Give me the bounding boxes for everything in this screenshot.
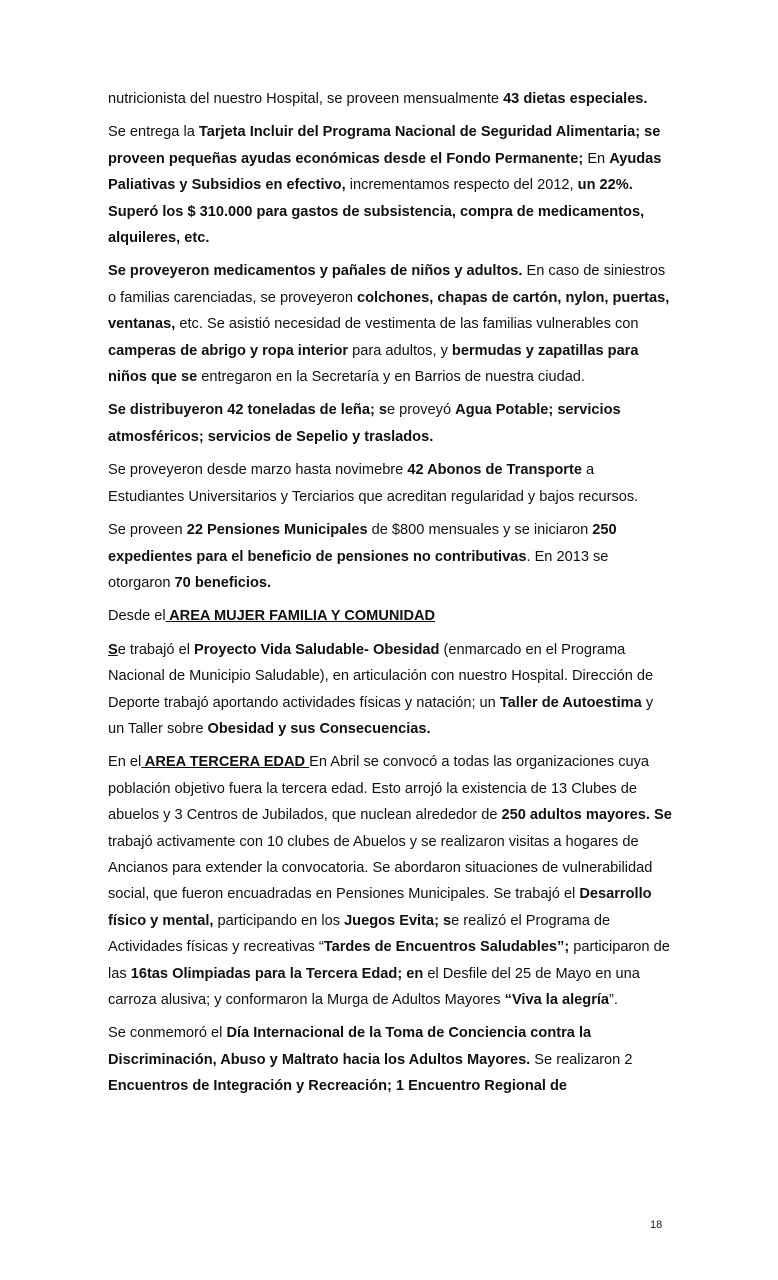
- text-run: el Desfile del 25 de Mayo en una carroza alusiva; y conformaron la Murga de Adultos Mayores: [108, 965, 640, 1008]
- document-body: [108, 86, 673, 1107]
- text-run: e realizó el Programa de Actividades físicas y recreativas “: [108, 912, 611, 956]
- text-run-bold: Encuentros de Integración y Recreación; 1 Encuentro Regional de: [108, 1078, 567, 1095]
- text-run-bold: camperas de abrigo y ropa interior: [108, 342, 349, 359]
- text-run: ”.: [609, 992, 618, 1008]
- text-run: Se realizaron 2: [530, 1051, 633, 1068]
- paragraph-medicamentos: [108, 258, 673, 390]
- text-run: En el: [108, 754, 142, 771]
- text-run-bold: 250 adultos mayores. Se: [501, 807, 672, 824]
- text-run: Se proveen: [108, 522, 187, 539]
- paragraph-dia-internacional: [108, 1020, 673, 1099]
- text-run-bold: S: [108, 641, 118, 658]
- text-run: . En 2013 se otorgaron: [108, 548, 609, 591]
- text-run-bold: Obesidad y sus Consecuencias.: [207, 720, 431, 737]
- paragraph-pensiones: [108, 517, 673, 596]
- text-run: entregaron en la Secretaría y en Barrios de nuestra ciudad.: [197, 369, 585, 386]
- text-run: Se entrega la: [108, 124, 199, 141]
- text-run: Se conmemoró el: [108, 1025, 227, 1042]
- page-number: 18: [650, 1219, 663, 1231]
- text-run-bold: 70 beneficios.: [174, 574, 272, 591]
- text-run-bold: Se proveyeron medicamentos y pañales de niños y adultos.: [108, 263, 523, 280]
- text-run-bold: Tarjeta Incluir del Programa Nacional de Seguridad Alimentaria; se proveen pequeñas ayudas económicas desde el Fondo Permanente;: [108, 124, 661, 167]
- text-run-bold: 42 Abonos de Transporte: [407, 462, 582, 479]
- text-run: Desde el: [108, 608, 166, 625]
- text-run: e trabajó el: [117, 641, 194, 658]
- text-run: participando en los: [213, 912, 345, 929]
- text-run-bold: “Viva la alegría: [504, 992, 610, 1008]
- text-run-bold: Desarrollo físico y mental,: [108, 886, 652, 929]
- text-run-bold: Taller de Autoestima: [499, 694, 642, 711]
- text-run-bold: 16tas Olimpiadas para la Tercera Edad; en: [130, 965, 424, 982]
- text-run: incrementamos respecto del 2012,: [345, 177, 578, 194]
- text-run-bold: Juegos Evita; s: [344, 912, 452, 929]
- text-run-bold: 22 Pensiones Municipales: [186, 522, 368, 539]
- text-run: a Estudiantes Universitarios y Terciarios que acreditan regularidad y bajos recursos.: [108, 462, 639, 505]
- paragraph-vida-saludable: [108, 637, 673, 743]
- text-run-bold: Tardes de Encuentros Saludables”;: [323, 939, 570, 956]
- text-run-bold: 43 dietas especiales.: [503, 91, 648, 107]
- text-run-bold: un 22%. Superó los $ 310.000 para gastos de subsistencia, compra de medicamentos, alquileres, etc.: [108, 177, 645, 247]
- section-heading-mujer-familia: [108, 603, 673, 629]
- text-run-bold: bermudas y zapatillas para niños que se: [108, 342, 639, 386]
- text-run: En: [583, 150, 610, 167]
- section-title: AREA MUJER FAMILIA Y COMUNIDAD: [165, 608, 436, 625]
- text-run: nutricionista del nuestro Hospital, se proveen mensualmente: [108, 91, 504, 107]
- text-run: e proveyó: [387, 402, 456, 419]
- text-run-bold: Día Internacional de la Toma de Conciencia contra la Discriminación, Abuso y Maltrato hacia los Adultos Mayores.: [108, 1025, 592, 1068]
- paragraph-transporte: [108, 457, 673, 510]
- text-run-bold: Agua Potable; servicios atmosféricos; servicios de Sepelio y traslados.: [108, 402, 621, 445]
- text-run: (enmarcado en el Programa Nacional de Municipio Saludable), en articulación con nuestro Hospital. Dirección de Deporte trabajó aportando actividades físicas y natación; un: [108, 641, 654, 711]
- text-run: etc. Se asistió necesidad de vestimenta de las familias vulnerables con: [175, 316, 639, 333]
- text-run-bold: Ayudas Paliativas y Subsidios en efectivo,: [108, 150, 662, 194]
- section-title: AREA TERCERA EDAD: [141, 754, 310, 771]
- text-run: participaron de las: [108, 939, 670, 982]
- text-run: En Abril se convocó a todas las organizaciones cuya población objetivo fuera la tercera edad. Esto arrojó la existencia de 13 Clubes de abuelos y 3 Centros de Jubilados, que nuclean alrededor de: [108, 754, 650, 824]
- paragraph-lena: [108, 397, 673, 450]
- text-run: y un Taller sobre: [108, 694, 654, 737]
- paragraph-tercera-edad: [108, 749, 673, 1013]
- text-run: En caso de siniestros o familias carenciadas, se proveyeron: [108, 263, 666, 306]
- text-run: Se proveyeron desde marzo hasta novimebre: [108, 462, 408, 479]
- paragraph-dietas: [108, 86, 673, 112]
- text-run-bold: 250 expedientes para el beneficio de pensiones no contributivas: [108, 522, 617, 565]
- paragraph-tarjeta-incluir: [108, 119, 673, 251]
- text-run: de $800 mensuales y se iniciaron: [367, 522, 593, 539]
- text-run: trabajó activamente con 10 clubes de Abuelos y se realizaron visitas a hogares de Ancianos para extender la convocatoria. Se abordaron situaciones de vulnerabilidad social, que fueron encuadradas en Pensiones Municipales. Se trabajó el: [108, 833, 653, 903]
- text-run-bold: Proyecto Vida Saludable- Obesidad: [194, 641, 440, 658]
- text-run-bold: Se distribuyeron 42 toneladas de leña; s: [108, 402, 387, 419]
- text-run: para adultos, y: [348, 342, 452, 359]
- text-run-bold: colchones, chapas de cartón, nylon, puertas, ventanas,: [108, 289, 670, 333]
